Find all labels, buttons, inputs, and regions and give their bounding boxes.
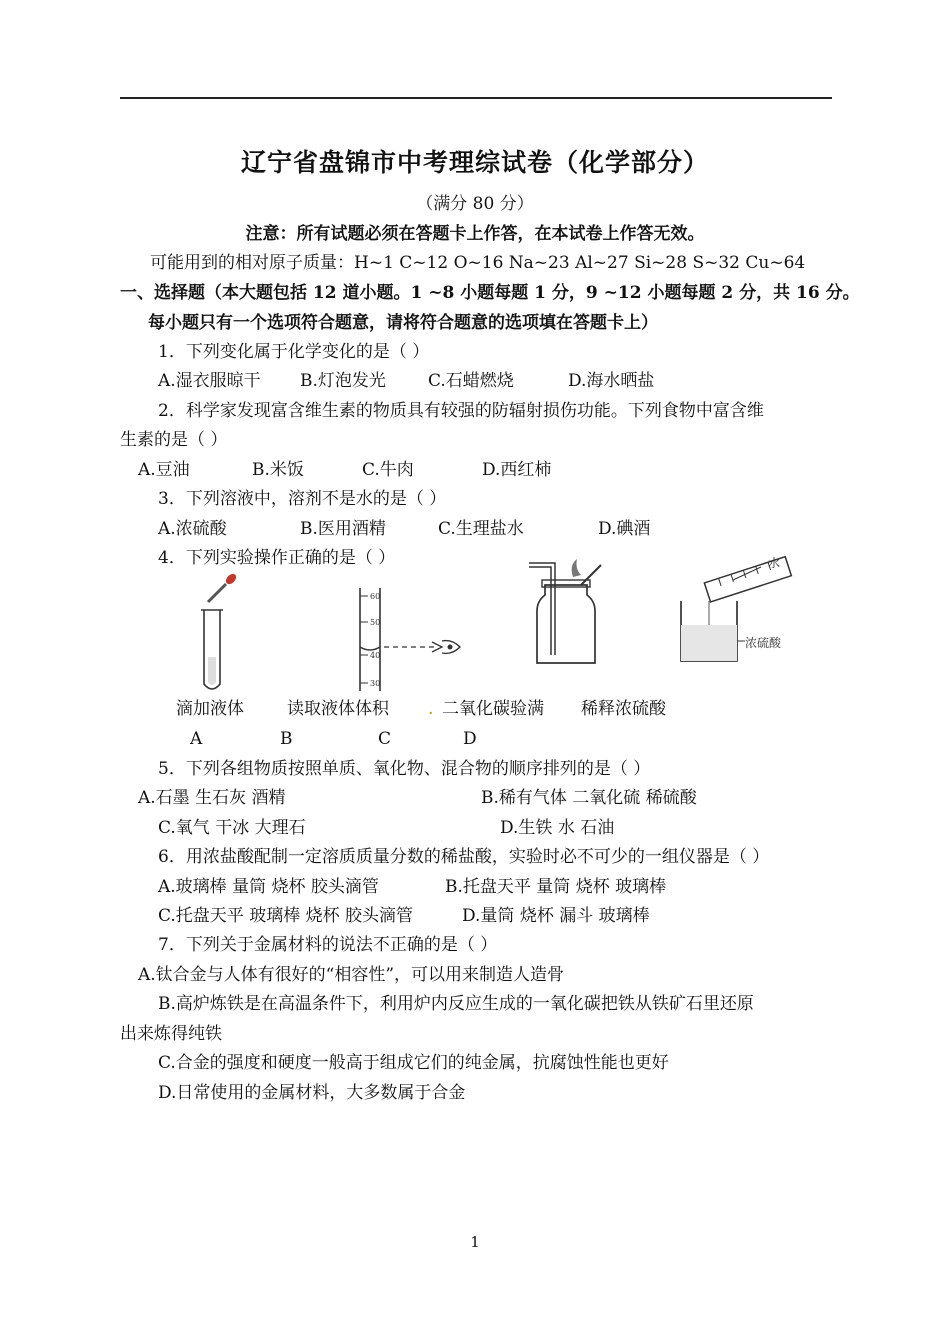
q2-option-c: C.牛肉 — [362, 460, 414, 480]
q6-option-d: D.量筒 烧杯 漏斗 玻璃棒 — [462, 906, 650, 926]
q3-option-d: D.碘酒 — [598, 519, 651, 539]
q4-caption-b: 读取液体体积 — [287, 699, 389, 719]
q1-stem: 1．下列变化属于化学变化的是（ ） — [158, 342, 430, 362]
tick-label: 40 — [370, 651, 381, 660]
q7-option-a: A.钛合金与人体有很好的“相容性”，可以用来制造人造骨 — [138, 965, 565, 985]
gas-bottle-figure — [525, 555, 610, 667]
tick-label: 60 — [370, 592, 381, 601]
q7-stem: 7．下列关于金属材料的说法不正确的是（ ） — [158, 935, 498, 955]
q4-letter-b: B — [280, 729, 293, 749]
q2-stem-1: 2．科学家发现富含维生素的物质具有较强的防辐射损伤功能。下列食物中富含维 — [158, 401, 764, 421]
q1-option-c: C.石蜡燃烧 — [428, 371, 514, 391]
section-heading-1: 一、选择题（本大题包括 12 道小题。1 ~8 小题每题 1 分，9 ~12 小题每题 2 分，共 16 分。 — [120, 283, 860, 303]
q3-option-a: A.浓硫酸 — [158, 519, 227, 539]
water-label: 水 — [768, 556, 781, 570]
q6-option-c: C.托盘天平 玻璃棒 烧杯 胶头滴管 — [158, 906, 414, 926]
q6-stem: 6．用浓盐酸配制一定溶质质量分数的稀盐酸，实验时必不可少的一组仪器是（ ） — [158, 847, 770, 867]
q4-stem: 4．下列实验操作正确的是（ ） — [158, 548, 396, 568]
q7-option-b-2: 出来炼得纯铁 — [120, 1024, 222, 1044]
q2-option-a: A.豆油 — [138, 460, 190, 480]
q4-letter-a: A — [190, 729, 203, 749]
acid-label: 浓硫酸 — [745, 636, 782, 650]
q7-option-b-1: B.高炉炼铁是在高温条件下，利用炉内反应生成的一氧化碳把铁从铁矿石里还原 — [158, 994, 754, 1014]
tick-label: 50 — [370, 618, 381, 627]
q7-option-c: C.合金的强度和硬度一般高于组成它们的纯金属，抗腐蚀性能也更好 — [158, 1053, 669, 1073]
q3-stem: 3．下列溶液中，溶剂不是水的是（ ） — [158, 489, 447, 509]
section-heading-2: 每小题只有一个选项符合题意，请将符合题意的选项填在答题卡上） — [148, 313, 658, 333]
q3-option-c: C.生理盐水 — [438, 519, 524, 539]
q4-caption-d: 稀释浓硫酸 — [581, 699, 666, 719]
q1-option-b: B.灯泡发光 — [300, 371, 386, 391]
header-rule — [120, 97, 832, 99]
stray-dot: . — [428, 699, 434, 719]
q5-stem: 5．下列各组物质按照单质、氧化物、混合物的顺序排列的是（ ） — [158, 759, 651, 779]
q4-caption-c: 二氧化碳验满 — [442, 699, 544, 719]
q4-letter-c: C — [378, 729, 392, 749]
graduated-cylinder-figure — [350, 583, 465, 693]
q1-option-a: A.湿衣服晾干 — [158, 371, 261, 391]
q6-option-b: B.托盘天平 量筒 烧杯 玻璃棒 — [445, 877, 667, 897]
q4-caption-a: 滴加液体 — [176, 699, 244, 719]
q5-option-b: B.稀有气体 二氧化硫 稀硫酸 — [481, 788, 697, 808]
notice: 注意：所有试题必须在答题卡上作答，在本试卷上作答无效。 — [245, 224, 705, 244]
q2-stem-2: 生素的是（ ） — [120, 430, 228, 450]
dropper-test-tube-figure — [190, 572, 240, 694]
q3-option-b: B.医用酒精 — [300, 519, 386, 539]
q1-option-d: D.海水晒盐 — [568, 371, 655, 391]
q5-option-c: C.氧气 干冰 大理石 — [158, 818, 306, 838]
dilution-beaker-figure — [675, 555, 810, 667]
q2-option-d: D.西红柿 — [482, 460, 552, 480]
tick-label: 30 — [370, 679, 381, 688]
q7-option-d: D.日常使用的金属材料，大多数属于合金 — [158, 1083, 466, 1103]
q5-option-a: A.石墨 生石灰 酒精 — [138, 788, 286, 808]
page-title: 辽宁省盘锦市中考理综试卷（化学部分） — [240, 148, 709, 177]
q5-option-d: D.生铁 水 石油 — [500, 818, 615, 838]
q4-letter-d: D — [463, 729, 477, 749]
atomic-masses: 可能用到的相对原子质量：H~1 C~12 O~16 Na~23 Al~27 Si~28 S~32 Cu~64 — [150, 253, 806, 273]
q2-option-b: B.米饭 — [252, 460, 304, 480]
score-note: （满分 80 分） — [416, 194, 534, 214]
page-number: 1 — [470, 1233, 480, 1251]
q6-option-a: A.玻璃棒 量筒 烧杯 胶头滴管 — [158, 877, 379, 897]
